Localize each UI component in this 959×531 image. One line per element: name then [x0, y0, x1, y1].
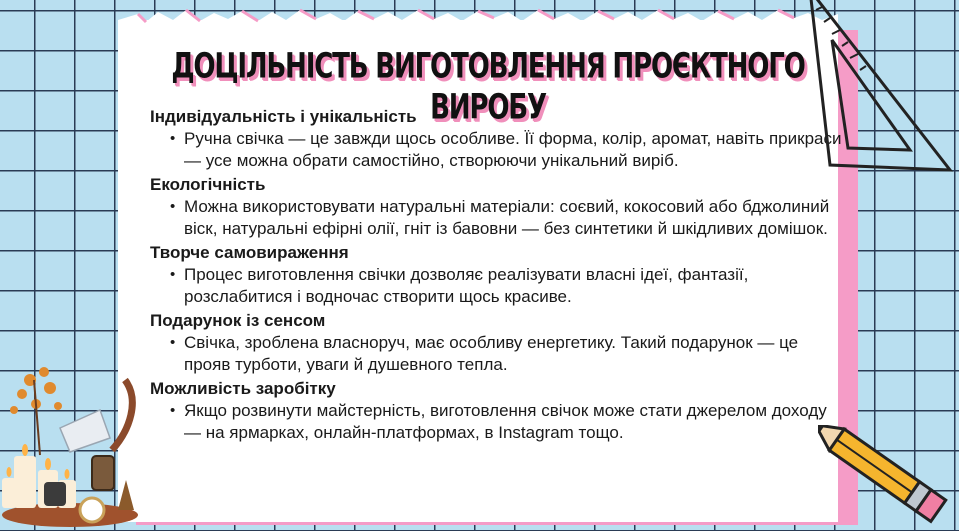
content-list: [150, 106, 850, 446]
section-text-gift: Свічка, зроблена власноруч, має особливу енергетику. Такий подарунок — це прояв турботи, уваги й душевного тепла.: [184, 333, 799, 374]
torn-paper-edge: [118, 6, 838, 36]
list-item: [150, 332, 850, 376]
bullet-marker: •: [170, 402, 176, 419]
section-heading-creativity: Творче самовираження: [150, 243, 349, 262]
section-heading-gift: Подарунок із сенсом: [150, 311, 326, 330]
section-text-creativity: Процес виготовлення свічки дозволяє реалізувати власні ідеї, фантазії, розслабитися і водночас створити щось красиве.: [184, 265, 749, 306]
bullet-marker: •: [170, 334, 176, 351]
section-text-ecology: Можна використовувати натуральні матеріали: соєвий, кокосовий або бджолиний віск, натуральні ефірні олії, гніт із бавовни — без синтетики й шкідливих домішок.: [184, 197, 830, 238]
candles-decoration-icon: [0, 360, 150, 531]
bullet-marker: •: [170, 266, 176, 283]
section-text-earnings: Якщо розвинути майстерність, виготовлення свічок може стати джерелом доходу — на ярмарках, онлайн-платформах, в Instagram тощо.: [184, 401, 827, 442]
page-title: ДОЦІЛЬНІСТЬ ВИГОТОВЛЕННЯ ПРОЄКТНОГО ВИРОБУ: [171, 45, 805, 127]
bullet-marker: •: [170, 130, 176, 147]
list-item: [150, 196, 850, 240]
bullet-marker: •: [170, 198, 176, 215]
list-item: [150, 128, 850, 172]
triangle-ruler-icon: [790, 0, 959, 190]
pencil-icon: [818, 425, 959, 531]
list-item: [150, 264, 850, 308]
section-heading-uniqueness: Індивідуальність і унікальність: [150, 107, 417, 126]
list-item: [150, 400, 850, 444]
section-text-uniqueness: Ручна свічка — це завжди щось особливе. Її форма, колір, аромат, навіть прикраси — усе можна обрати самостійно, створюючи унікальний виріб.: [184, 129, 842, 170]
section-heading-ecology: Екологічність: [150, 175, 266, 194]
section-heading-earnings: Можливість заробітку: [150, 379, 336, 398]
